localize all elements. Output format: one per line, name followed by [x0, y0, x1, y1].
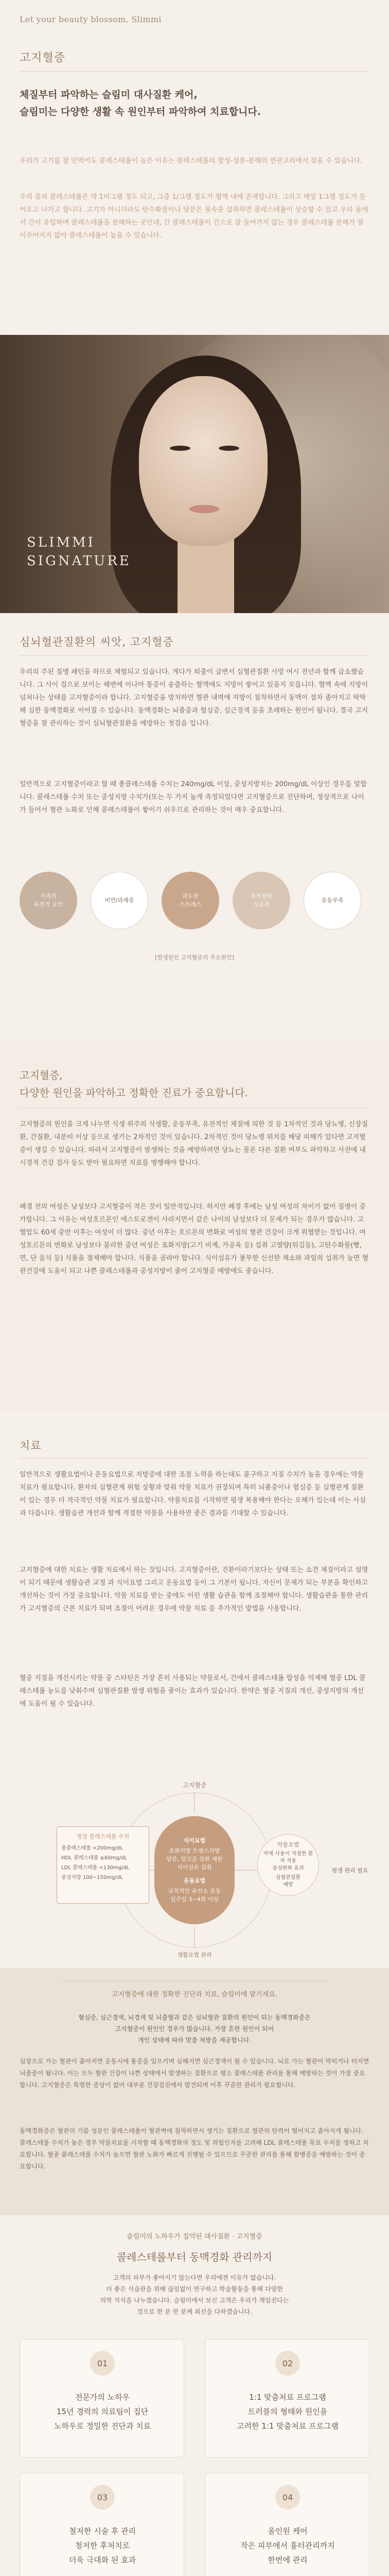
section-5-paragraph-2: 동맥경화증은 혈관의 기름 성분인 콜레스테롤이 혈관벽에 침착하면서 생기는 질환으로 혈관의 탄력이 떨어지고 좁아지게 됩니다. 콜레스테롤 수치가 높은 경우 약물치료를 시작할 때 동맥경화의 정도 및 위험인자를 고려해 LDL 콜레스테롤 목표 수치를 정하고 치료합니다. 혈중 콜레스테롤 수치가 높으면 혈관 노화가 빠르게 진행될 수 있으므로 꾸준한 관리를 통해 합병증을 예방하는 것이 중요합니다.: [20, 2127, 369, 2170]
feature-text: 철저한 시술 후 관리 철저한 후처치로 더욱 극대화 된 효과: [68, 2527, 136, 2565]
lead-line-1: 체질부터 파악하는 슬림미 대사질환 케어,: [20, 89, 198, 100]
normal-levels-title: 정상 콜레스테롤 수치: [76, 1833, 130, 1840]
feature-text: 전문가의 노하우 15년 경력의 의료팀이 집단 노하우로 정밀한 진단과 치료: [54, 2393, 151, 2431]
section-4-title: 치료: [20, 1439, 42, 1452]
cause-circle: 운동부족: [304, 872, 361, 929]
signature-logo: SLIMMI SIGNATURE: [27, 535, 131, 569]
cause-circle: 비만/과체중: [91, 872, 148, 929]
section-2-paragraph-1: 우리의 주된 질병 패턴을 하므로 체험되고 있습니다. 게다가 퇴출이 급변서 심혈관질환 사망 여시 전년과 함께 급소했습니다. 그 사이 걸으로 보이는 혜변에 이나마 통증이 송출하는 혈액에도 지방이 쌓이고 있을지 모릅니다. 혈액 속에 지방이 넘쳐나는 상태를 고지혈증이라 합니다. 고지혈증을 방치하면 혈관 내벽에 지방이 침착하면서 동맥이 점차 좁아지고 딱딱해 심한 동맥경화로 이어질 수 있습니다. 동맥경화는 뇌졸중과 협심증, 심근경색 등을 초래하는 원인이 됩니다. 결국 고지혈증을 잘 관리하는 것이 심뇌혈관질환을 예방하는 첫걸음 입니다.: [20, 668, 368, 727]
feature-text: 올인원 케어 작은 피부에서 흉터관리까지 한번에 관리: [240, 2527, 335, 2565]
feature-number: 02: [275, 2351, 300, 2376]
section-3-paragraph-2: 폐경 전의 여성은 남성보다 고지혈증이 적은 것이 일반적입니다. 하지만 폐경 후에는 남성 여성의 차이가 없어 질병이 증가합니다. 그 이유는 여성호르몬인 에스트로겐이 사라지면서 같은 나이의 남성보다 더 문제가 되는 경우가 많습니다. 고혈압도 60세 중반 이후는 여성이 더 많다. 중년 이후는 호르몬의 변화로 여성의 혈관 건강이 크게 위협받는 것입니다. 여성호르몬의 변화로 남성보다 불리한 중년 여성은 포화지방(고기 비계, 가공육 등) 섭취 고열량(튀김등), 고탄수화물(빵, 면, 단 음식 등) 식품을 절제해야 합니다. 식품을 골라야 합니다. 식이섬유가 풍부한 신선한 채소와 과일의 섭취가 늘면 혈관건강에 도움이 되고 나쁜 콜레스테롤과 중성지방이 줄어 고지혈증 예방에도 좋습니다.: [20, 1203, 368, 1275]
section-3-paragraph-1: 고지혈증의 원인을 크게 나누면 식생 위주의 식생활, 운동부족, 유전적인 체질에 의한 것 등 1차적인 것과 당뇨병, 신장질환, 간질환, 내분비 이상 등으로 생기는 2차적인 것이 있습니다. 2차적인 것이 당뇨병 위치를 해당 피해가 있다면 고지혈증이 생길 수 있습니다. 따라서 고지혈증이 발생하는 것을 예방하려면 당뇨는 물론 다른 질환 여부도 파악하고 사전에 내시경적 건강 검사 등도 받아 필요하면 치료를 병행해야 합니다.: [20, 1121, 368, 1167]
lead-text: [20, 87, 369, 121]
lifestyle-core: 식이요법 포화지방 트랜스지방 당분, 알코올 섭취 제한 식이섬유 섭취 운동요법 규칙적인 유산소 운동 일주일 3~4회 이상: [154, 1816, 235, 1924]
intro-paragraph-1: 우리가 고기를 잘 안먹어도 콜레스테롤이 높은 이유는 콜레스테롤의 합성-성분-분해의 연관고리에서 찾을 수 있습니다.: [20, 157, 362, 165]
lead-line-2: 슬림미는 다양한 생활 속 원인부터 파악하여 치료합니다.: [20, 106, 261, 117]
section-5-paragraph-1: 심장으로 가는 혈관이 좁아지면 운동시에 통증을 일으키며 심해지면 심근경색이 될 수 있습니다. 뇌로 가는 혈관이 막히거나 터지면 뇌졸중이 됩니다. 이는 모두 혈관 건강이 나쁜 상태에서 발생하는 질환으로 평소 콜레스테롤 관리를 통해 예방하는 것이 가장 중요합니다. 고지혈증은 특별한 증상이 없어 대부분 건강검진에서 발견되며 이후 꾸준한 관리가 필요합니다.: [20, 2058, 369, 2089]
section-2-divider: [20, 655, 369, 656]
feature-number: 01: [90, 2351, 115, 2376]
section-diagnosis: [0, 1968, 389, 2215]
diagram-bottom-label: 생활요법 관리: [177, 1952, 212, 1958]
section-6-subtitle: 슬림미의 노하우가 집약된 대사질환 · 고지혈증: [127, 2233, 262, 2241]
feature-number: 04: [275, 2485, 300, 2510]
cause-circle: 과도한 스트레스: [162, 872, 219, 929]
cause-caption: [발생원인 고지혈증의 주요원인]: [155, 954, 234, 961]
section-4-divider: [20, 1458, 369, 1459]
cause-circle: 가족력 유전적 요인: [20, 872, 77, 929]
section-5-title: 고지혈증에 대한 정확한 진단과 치료, 슬림미에 맡기세요.: [112, 1991, 277, 1998]
section-6-intro: 고객의 피부가 좋아지기 않는다면 우리에겐 이유가 없습니다. 더 좋은 식습관을 위해 끊임없이 연구하고 학술활동을 통해 다양한 의학 지식을 나누겠습니다. 슬림미에서 보신 고객은 우리가 책임진다는 것으로 한 분 한 분께 최선을 다하겠습니다.: [100, 2274, 289, 2315]
intro-paragraph-2: 우리 몸의 콜레스테롤은 약 1비그램 정도 되고, 그중 1/그램 정도가 혈액 내에 존재합니다. 그리고 매일 1그램 정도가 들어오고 나가고 합니다. 고기가 아니더라도 탄수화물이나 당분은 몸속을 섭취하면 콜레스테롤이 상승할 수 있고 우리 몸에서 간이 유입하며 콜레스테롤을 분해하는 곳인데, 간 콜레스테롤이 간으로 잘 들어가지 않는 경우 콜레스테롤 분해가 잘 이루어지지 않아 콜레스테롤이 높을 수 있습니다.: [20, 193, 368, 240]
title-divider: [20, 71, 369, 72]
feature-text: 1:1 맞춤처료 프로그램 트러블의 형태와 원인을 고려한 1:1 맞춤처료 프로그램: [237, 2393, 339, 2431]
page-title: 고지혈증: [20, 52, 66, 64]
section-2-paragraph-2: 일반적으로 고지혈증이라고 할 때 총콜레스테롤 수치는 240mg/dL 이상, 중성지방치는 200mg/dL 이상인 경우를 말합니다. 콜레스테롤 수치 또는 중성지방 수치가(또는 두 가지 높게 측정되었다면 고지혈증으로 진단하며, 정상적으로 나이가 들어서 혈관 노화로 인해 콜레스테롤이 쌓이기 쉬우므로 관리하는 것이 매우 중요합니다.: [20, 781, 367, 814]
feature-card: [205, 2339, 369, 2458]
intro-section: [0, 0, 389, 335]
section-4-paragraph-1: 일반적으로 생활요법이나 운동요법으로 지방증에 대한 조절 노력을 하는데도 불구하고 지질 수치가 높을 경우에는 약물치료가 필요합니다. 환자의 심혈관계 위험 상황과 맞춰 약물 치료가 권장되며 특히 뇌졸중이나 협심증 등 심혈관계 질환이 있는 경우 더 적극적인 약물 치료가 필요합니다. 약물치료를 시작하면 평생 복용해야 한다는 오해가 있는데 이는 사실과 다릅니다. 생활습관 개선과 함께 적절한 약물을 사용하면 좋은 결과를 기대할 수 있습니다.: [20, 1471, 366, 1517]
section-3-heading: 고지혈증, 다양한 원인을 파악하고 정확한 진료가 중요합니다.: [20, 1069, 248, 1099]
feature-card: [20, 2473, 184, 2576]
model-face: [139, 376, 268, 546]
section-4-paragraph-3: 혈중 지질을 개선시키는 약물 중 스타틴은 가장 흔히 사용되는 약물로서, 간에서 콜레스테롤 합성을 억제해 혈중 LDL 콜레스테롤 농도를 낮춰주며 심혈관질환 발생 위험을 줄이는 효과가 있습니다. 한약은 혈중 지질의 개선, 중성지방의 개선에 도움이 될 수 있습니다.: [20, 1674, 366, 1708]
diagram-top-label: 고지혈증: [182, 1782, 207, 1789]
normal-levels-box: [57, 1826, 149, 1904]
hero-image: [0, 335, 389, 613]
section-5-summary: 협심증, 심근경색, 뇌경색 및 뇌출혈과 같은 심뇌혈관 질환의 원인이 되는 동맥경화증은 고지혈증이 원인인 경우가 많습니다. 가장 흔한 원인이 되어 개인 상태에 따라 맞춤 처방을 제공합니다.: [78, 2014, 311, 2044]
section-2-title: 심뇌혈관질환의 씨앗, 고지혈증: [20, 636, 174, 648]
section-6-title: 콜레스테롤부터 동맥경화 관리까지: [116, 2251, 273, 2263]
feature-card: [20, 2339, 184, 2458]
section-4-paragraph-2: 고지혈증에 대한 치료는 생활 치료에서 하는 것입니다. 고지혈증이란, 진환이라기보다는 상태 또는 소견 체질이라고 설명이 되기 때문에 생활습관 교정 과 식이요법 그리고 운동요법 등이 그 기본이 됩니다. 자신이 문제가 되는 부분을 확인하고 개선하는 것이 가장 중요합니다. 약물 치료를 받는 중에도 이런 생활 습관을 함께 조절해야 합니다. 생활습관을 통한 관리가 고지혈증의 근본 치료가 되며 조절이 어려운 경우에 약물 치료 등 추가적인 방법을 사용합니다.: [20, 1566, 368, 1613]
cause-circles: [20, 872, 369, 944]
normal-levels-list: 총콜레스테롤 <200mg/dL HDL 콜레스테롤 ≥60mg/dL LDL 콜레스테롤 <130mg/dL 중성지방 100~150mg/dL: [61, 1845, 130, 1880]
tagline: Let your beauty blossom, Slimmi: [20, 14, 162, 24]
feature-number: 03: [90, 2485, 115, 2510]
medication-circle: 약물요법 약제 사용이 적절한 환자 적용 증상완화 효과 심혈관질환 예방: [257, 1834, 319, 1896]
cause-circle: 부적절한 식습관: [233, 872, 290, 929]
treatment-diagram: [0, 1777, 389, 1963]
lifelong-care-label: 평생 관리 필요: [331, 1867, 368, 1874]
feature-card: [205, 2473, 369, 2576]
